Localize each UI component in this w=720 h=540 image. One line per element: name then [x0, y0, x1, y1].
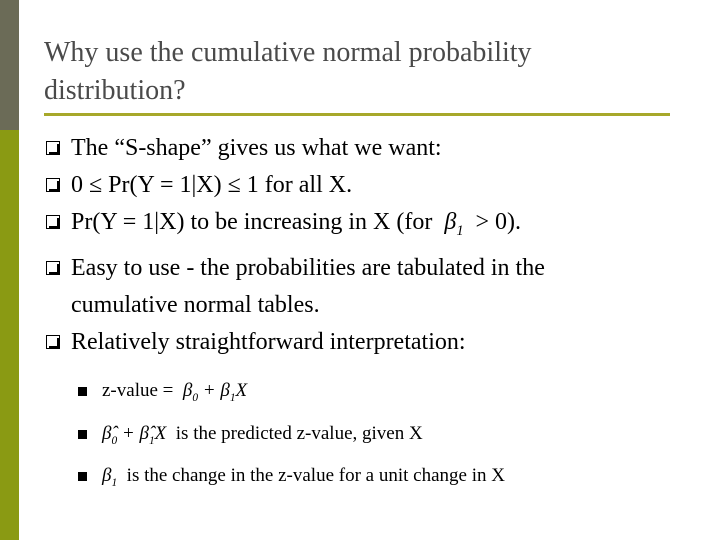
bullet-text: Pr(Y = 1|X) to be increasing in X (for — [71, 209, 433, 235]
bullet-list — [44, 130, 684, 501]
filled-square-bullet-icon — [78, 387, 87, 396]
sub-bullet-text: is the predicted z-value, given X — [175, 422, 423, 444]
predicted-z-formula: $\betâ_0$ + $\betâ_1X$ — [102, 422, 172, 447]
sub-bullet-item — [44, 416, 684, 459]
z-value-formula: $\beta_0 + \beta_1X$ — [178, 379, 248, 404]
bullet-item — [44, 324, 684, 361]
title-divider — [44, 113, 670, 116]
bullet-text: Relatively straightforward interpretation: — [71, 328, 466, 355]
bullet-text: The “S-shape” gives us what we want: — [71, 135, 442, 161]
bullet-item — [44, 204, 684, 250]
slide-title: Why use the cumulative normal probability distribution? — [44, 37, 532, 106]
hollow-square-bullet-icon — [46, 215, 60, 229]
bullet-text: Easy to use - the probabilities are tabulated in the — [71, 254, 545, 281]
sub-bullet-text: z-value = — [102, 379, 174, 401]
sub-bullet-item — [44, 373, 684, 416]
filled-square-bullet-icon — [78, 430, 87, 439]
bullet-item — [44, 250, 684, 324]
bullet-item — [44, 130, 684, 167]
bullet-text: > 0). — [475, 209, 522, 235]
filled-square-bullet-icon — [78, 472, 87, 481]
bullet-text: cumulative normal tables. — [71, 291, 320, 318]
sub-bullet-item — [44, 458, 684, 501]
sub-bullet-list — [44, 373, 684, 501]
bullet-text: 0 ≤ Pr(Y = 1|X) ≤ 1 for all X. — [71, 172, 353, 198]
left-accent-bar-top — [0, 0, 19, 130]
beta1-formula: $\beta_1$ — [102, 465, 118, 490]
beta1-formula: $\beta_1$ — [438, 209, 464, 239]
hollow-square-bullet-icon — [46, 261, 60, 275]
bullet-item — [44, 167, 684, 204]
sub-bullet-text: is the change in the z-value for a unit change in X — [126, 465, 505, 487]
hollow-square-bullet-icon — [46, 335, 60, 349]
hollow-square-bullet-icon — [46, 178, 60, 192]
hollow-square-bullet-icon — [46, 141, 60, 155]
